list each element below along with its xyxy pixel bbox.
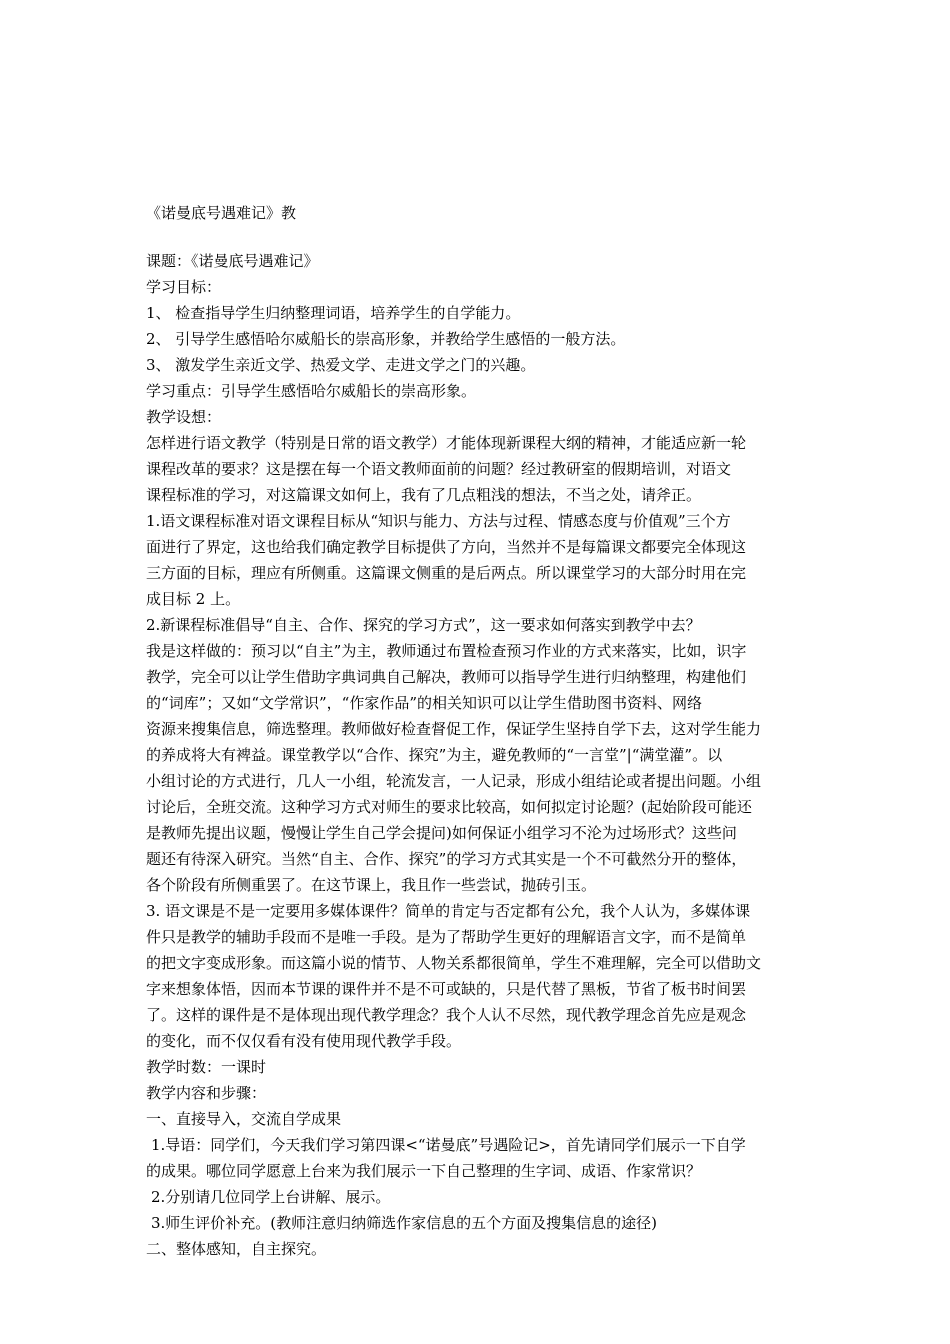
text-line: 我是这样做的：预习以“自主”为主，教师通过布置检查预习作业的方式来落实，比如，识字 xyxy=(146,642,747,660)
text-line: 成目标 2 上。 xyxy=(146,590,241,608)
text-line: 教学，完全可以让学生借助字典词典自己解决，教师可以指导学生进行归纳整理，构建他们 xyxy=(146,668,747,686)
text-line: 1.语文课程标准对语文课程目标从“知识与能力、方法与过程、情感态度与价值观”三个方 xyxy=(146,512,731,530)
text-line: 的养成将大有裨益。课堂教学以“合作、探究”为主，避免教师的“一言堂”|“满堂灌”。以 xyxy=(146,746,723,764)
document-body xyxy=(146,248,814,1262)
text-line: 件只是教学的辅助手段而不是唯一手段。是为了帮助学生更好的理解语言文字，而不是简单 xyxy=(146,928,747,946)
objective-1: 1、 检查指导学生归纳整理词语，培养学生的自学能力。 xyxy=(146,304,521,322)
text-line: 三方面的目标，理应有所侧重。这篇课文侧重的是后两点。所以课堂学习的大部分时用在完 xyxy=(146,564,747,582)
document-title: 《诺曼底号遇难记》教 xyxy=(146,204,297,222)
text-line: 的把文字变成形象。而这篇小说的情节、人物关系都很简单，学生不难理解，完全可以借助文 xyxy=(146,954,762,972)
teaching-ideas-heading: 教学设想： xyxy=(146,408,222,426)
text-line: 的“词库”；又如“文学常识”，“作家作品”的相关知识可以让学生借助图书资料、网络 xyxy=(146,694,703,712)
section-one-heading: 一、直接导入，交流自学成果 xyxy=(146,1110,342,1128)
text-line: 面进行了界定，这也给我们确定教学目标提供了方向，当然并不是每篇课文都要完全体现这 xyxy=(146,538,747,556)
steps-heading: 教学内容和步骤： xyxy=(146,1084,267,1102)
objective-3: 3、 激发学生亲近文学、热爱文学、走进文学之门的兴趣。 xyxy=(146,356,536,374)
section-two-heading: 二、整体感知，自主探究。 xyxy=(146,1240,327,1258)
text-line: 的成果。哪位同学愿意上台来为我们展示一下自己整理的生字词、成语、作家常识？ xyxy=(146,1162,702,1180)
step-1: 1.导语：同学们，今天我们学习第四课<“诺曼底”号遇险记>，首先请同学们展示一下自学 xyxy=(151,1136,746,1154)
objectives-heading: 学习目标： xyxy=(146,278,222,296)
text-line: 课程标准的学习，对这篇课文如何上，我有了几点粗浅的想法，不当之处，请斧正。 xyxy=(146,486,702,504)
text-line: 是教师先提出议题，慢慢让学生自己学会提问)如何保证小组学习不沦为过场形式？这些问 xyxy=(146,824,737,842)
text-line: 小组讨论的方式进行，几人一小组，轮流发言，一人记录，形成小组结论或者提出问题。小组 xyxy=(146,772,762,790)
text-line: 题还有待深入研究。当然“自主、合作、探究”的学习方式其实是一个不可截然分开的整体， xyxy=(146,850,747,868)
text-line: 课程改革的要求？这是摆在每一个语文教师面前的问题？经过教研室的假期培训，对语文 xyxy=(146,460,732,478)
step-2: 2.分别请几位同学上台讲解、展示。 xyxy=(151,1188,391,1206)
key-point: 学习重点：引导学生感悟哈尔威船长的崇高形象。 xyxy=(146,382,477,400)
text-line: 各个阶段有所侧重罢了。在这节课上，我且作一些尝试，抛砖引玉。 xyxy=(146,876,597,894)
text-line: 的变化，而不仅仅看有没有使用现代教学手段。 xyxy=(146,1032,462,1050)
text-line: 2.新课程标准倡导“自主、合作、探究的学习方式”，这一要求如何落实到教学中去？ xyxy=(146,616,701,634)
lesson-hours: 教学时数：一课时 xyxy=(146,1058,267,1076)
objective-2: 2、 引导学生感悟哈尔威船长的崇高形象，并教给学生感悟的一般方法。 xyxy=(146,330,626,348)
step-3: 3.师生评价补充。(教师注意归纳筛选作家信息的五个方面及搜集信息的途径) xyxy=(151,1214,658,1232)
text-line: 怎样进行语文教学（特别是日常的语文教学）才能体现新课程大纲的精神，才能适应新一轮 xyxy=(146,434,747,452)
text-line: 了。这样的课件是不是体现出现代教学理念？我个人认不尽然，现代教学理念首先应是观念 xyxy=(146,1006,747,1024)
text-line: 讨论后，全班交流。这种学习方式对师生的要求比较高，如何拟定讨论题？(起始阶段可能还 xyxy=(146,798,752,816)
text-line: 资源来搜集信息，筛选整理。教师做好检查督促工作，保证学生坚持自学下去，这对学生能力 xyxy=(146,720,762,738)
text-line: 字来想象体悟，因而本节课的课件并不是不可或缺的，只是代替了黑板，节省了板书时间罢 xyxy=(146,980,747,998)
lesson-topic: 课题：《诺曼底号遇难记》 xyxy=(146,252,319,270)
text-line: 3. 语文课是不是一定要用多媒体课件？简单的肯定与否定都有公允，我个人认为，多媒体课 xyxy=(146,902,751,920)
